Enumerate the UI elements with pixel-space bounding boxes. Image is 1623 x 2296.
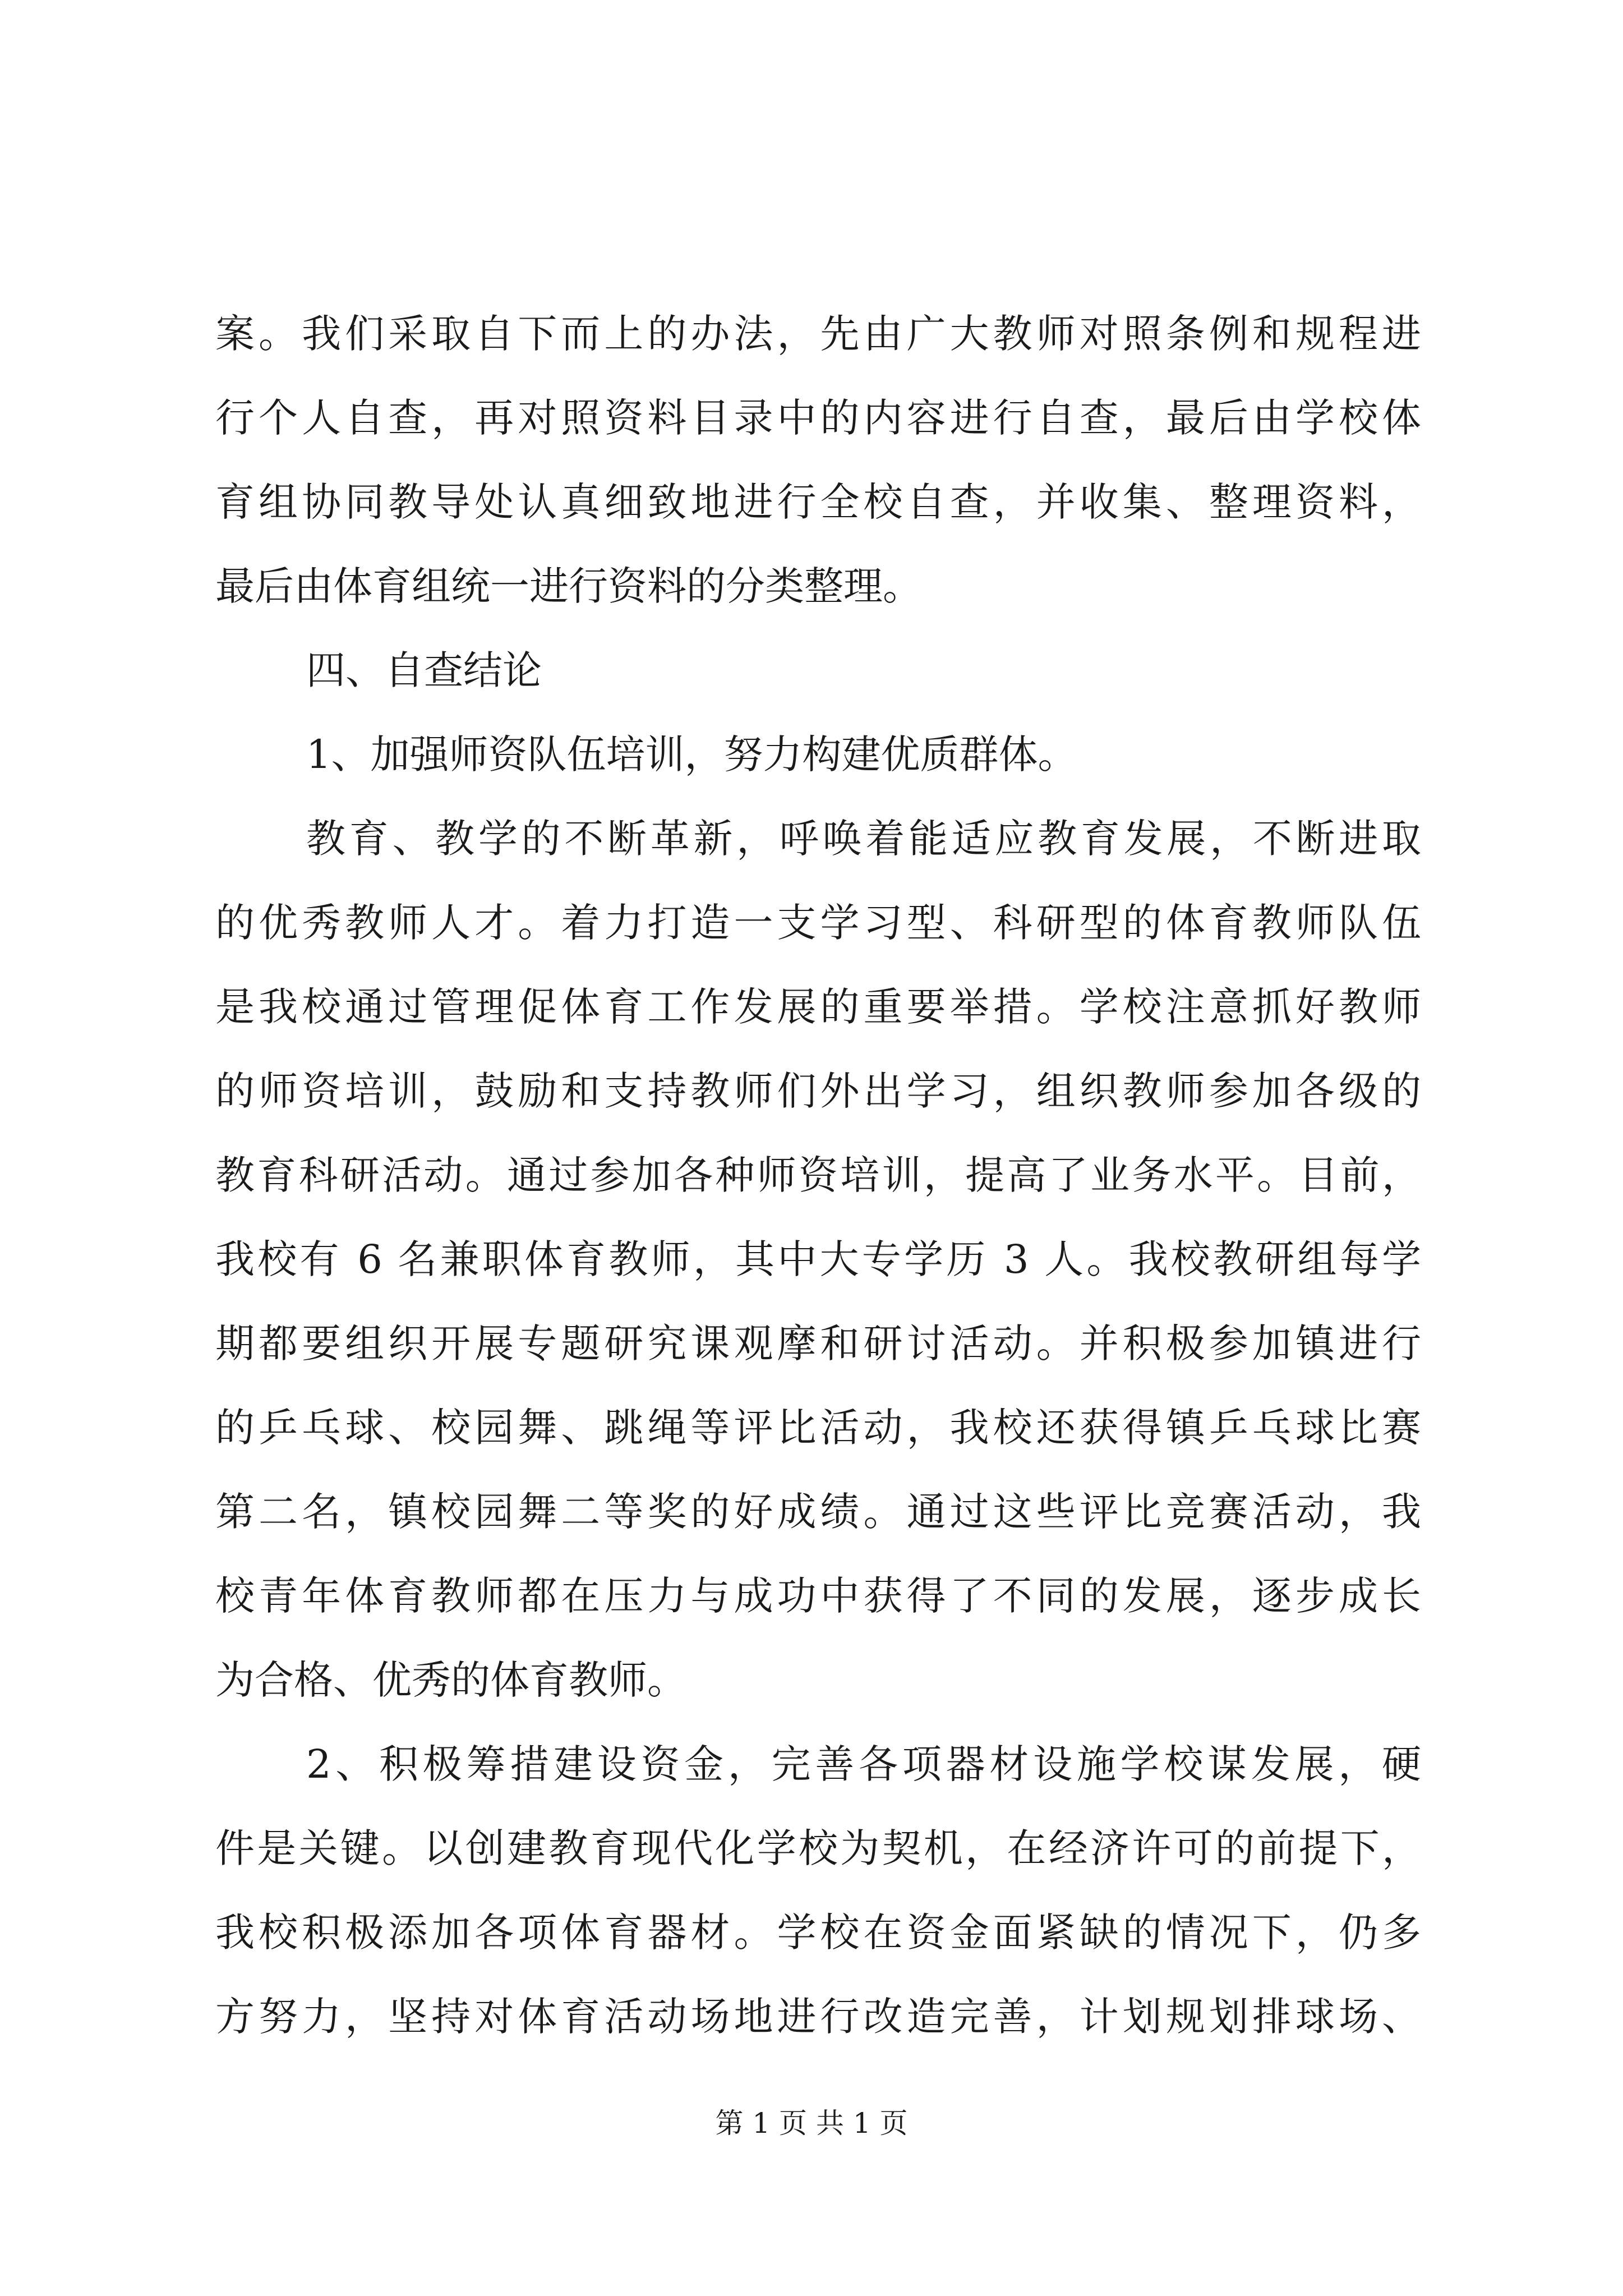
text-line: 为合格、优秀的体育教师。 xyxy=(215,1657,686,1703)
text-line: 校青年体育教师都在压力与成功中获得了不同的发展，逐步成长 xyxy=(215,1573,1421,1619)
text-line: 案。我们采取自下而上的办法，先由广大教师对照条例和规程进 xyxy=(215,311,1421,357)
text-line: 的师资培训，鼓励和支持教师们外出学习，组织教师参加各级的 xyxy=(215,1068,1421,1114)
text-line: 第二名，镇校园舞二等奖的好成绩。通过这些评比竞赛活动，我 xyxy=(215,1489,1421,1535)
text-line: 最后由体育组统一进行资料的分类整理。 xyxy=(215,563,922,609)
page-footer: 第 1 页 共 1 页 xyxy=(715,2107,908,2139)
text-line: 教育科研活动。通过参加各种师资培训，提高了业务水平。目前， xyxy=(215,1152,1421,1198)
text-line: 我校有 6 名兼职体育教师，其中大专学历 3 人。我校教研组每学 xyxy=(215,1236,1421,1282)
text-line: 件是关键。以创建教育现代化学校为契机，在经济许可的前提下， xyxy=(215,1825,1421,1871)
text-line: 教育、教学的不断革新，呼唤着能适应教育发展，不断进取 xyxy=(306,816,1421,862)
text-line: 我校积极添加各项体育器材。学校在资金面紧缺的情况下，仍多 xyxy=(215,1910,1421,1955)
section-heading: 四、自查结论 xyxy=(306,647,542,693)
text-line: 方努力，坚持对体育活动场地进行改造完善，计划规划排球场、 xyxy=(215,1994,1421,2040)
text-line: 的乒乓球、校园舞、跳绳等评比活动，我校还获得镇乒乓球比赛 xyxy=(215,1405,1421,1451)
document-body xyxy=(215,292,1421,2059)
text-line: 的优秀教师人才。着力打造一支学习型、科研型的体育教师队伍 xyxy=(215,900,1421,946)
text-line: 期都要组织开展专题研究课观摩和研讨活动。并积极参加镇进行 xyxy=(215,1320,1421,1366)
text-line: 是我校通过管理促体育工作发展的重要举措。学校注意抓好教师 xyxy=(215,984,1421,1030)
text-line: 行个人自查，再对照资料目录中的内容进行自查，最后由学校体 xyxy=(215,395,1421,441)
subsection-heading: 2、积极筹措建设资金，完善各项器材设施学校谋发展，硬 xyxy=(306,1741,1421,1787)
subsection-heading: 1、加强师资队伍培训，努力构建优质群体。 xyxy=(306,731,1077,777)
text-line: 育组协同教导处认真细致地进行全校自查，并收集、整理资料， xyxy=(215,479,1421,525)
